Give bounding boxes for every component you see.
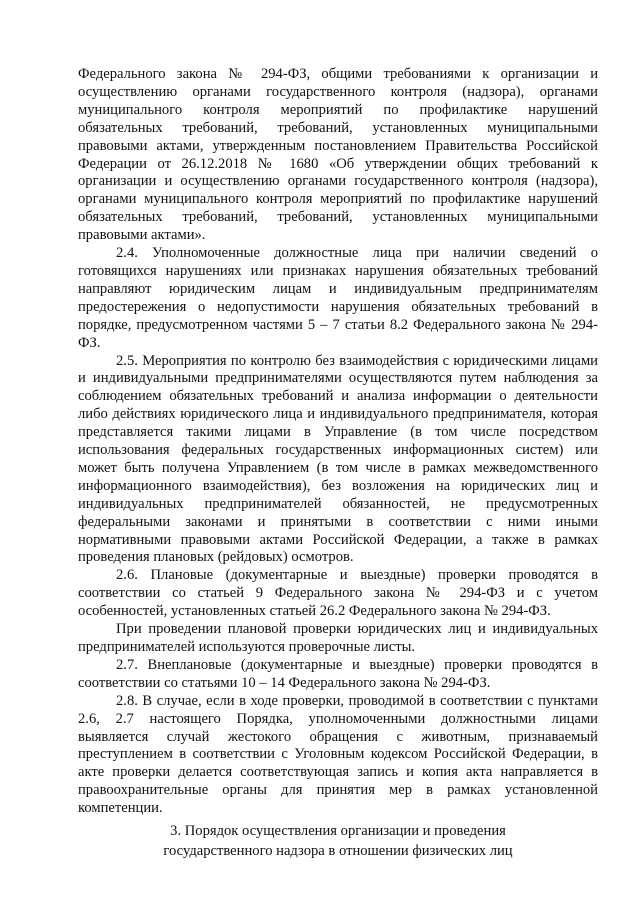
paragraph-2-8: 2.8. В случае, если в ходе проверки, проводимой в соответствии с пунктами 2.6, 2.7 настоящего Порядка, уполномоченными должностными лицами выявляется случай жестокого обращения с животным, признаваемый преступлением в соответствии с Уголовным кодексом Российской Федерации, в акте проверки делается соответствующая запись и копия акта направляется в правоохранительные органы для принятия мер в рамках установленной компетенции. [78,692,598,817]
section-heading [78,821,598,861]
section-heading-line-1: 3. Порядок осуществления организации и проведения [170,823,506,839]
paragraph-2-7: 2.7. Внеплановые (документарные и выездные) проверки проводятся в соответствии со статьями 10 – 14 Федерального закона № 294-ФЗ. [78,656,598,691]
paragraph-2-4: 2.4. Уполномоченные должностные лица при наличии сведений о готовящихся нарушениях или признаках нарушения обязательных требований направляют юридическим лицам и индивидуальным предпринимателям предостережения о недопустимости нарушения обязательных требований в порядке, предусмотренном частями 5 – 7 статьи 8.2 Федерального закона № 294-ФЗ. [78,245,598,351]
paragraph-2-6: 2.6. Плановые (документарные и выездные) проверки проводятся в соответствии со статьей 9 Федерального закона № 294-ФЗ и с учетом особенностей, установленных статьей 26.2 Федерального закона № 294-ФЗ. [78,567,598,620]
paragraph-2-5: 2.5. Мероприятия по контролю без взаимодействия с юридическими лицами и индивидуальными предпринимателями осуществляются путем наблюдения за соблюдением обязательных требований и анализа информации о деятельности либо действиях юридического лица и индивидуального предпринимателя, которая представляется такими лицами в Управление (в том числе посредством использования федеральных государственных информационных систем) или может быть получена Управлением (в том числе в рамках межведомственного информационного взаимодействия), без возложения на юридических лиц и индивидуальных предпринимателей обязанностей, не предусмотренных федеральными законами и принятыми в соответствии с ними иными нормативными правовыми актами Российской Федерации, а также в рамках проведения плановых (рейдовых) осмотров. [78,352,598,566]
paragraph-continuation: Федерального закона № 294-ФЗ, общими требованиями к организации и осуществлению органами государственного контроля (надзора), органами муниципального контроля мероприятий по профилактике нарушений обязательных требований, требований, установленных муниципальными правовыми актами, утвержденным постановлением Правительства Российской Федерации от 26.12.2018 № 1680 «Об утверждении общих требований к организации и осуществлению органами государственного контроля (надзора), органами муниципального контроля мероприятий по профилактике нарушений обязательных требований, требований, установленных муниципальными правовыми актами». [78,66,598,244]
section-heading-line-2: государственного надзора в отношении физических лиц [163,843,513,859]
paragraph-checklists: При проведении плановой проверки юридических лиц и индивидуальных предпринимателей используются проверочные листы. [78,621,598,655]
document-body [78,66,598,818]
